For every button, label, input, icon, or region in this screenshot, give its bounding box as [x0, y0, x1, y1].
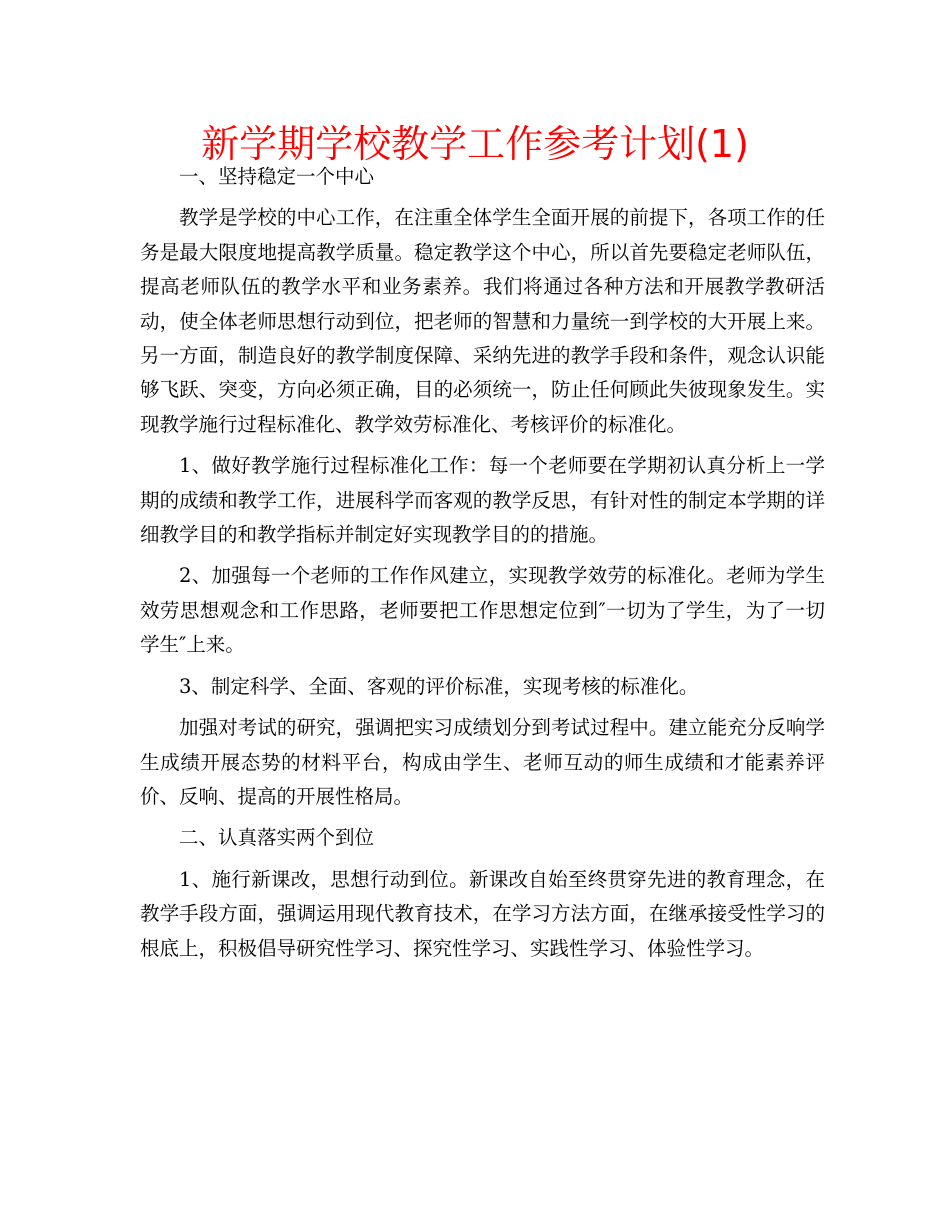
document-body: [140, 160, 825, 973]
paragraph: 教学是学校的中心工作，在注重全体学生全面开展的前提下，各项工作的任务是最大限度地提高教学质量。稳定教学这个中心，所以首先要稳定老师队伍，提高老师队伍的教学水平和业务素养。我们将通过各种方法和开展教学教研活动，使全体老师思想行动到位，把老师的智慧和力量统一到学校的大开展上来。另一方面，制造良好的教学制度保障、采纳先进的教学手段和条件，观念认识能够飞跃、突变，方向必须正确，目的必须统一，防止任何顾此失彼现象发生。实现教学施行过程标准化、教学效劳标准化、考核评价的标准化。: [140, 206, 825, 436]
document-title: 新学期学校教学工作参考计划(1): [201, 122, 749, 166]
paragraph: 加强对考试的研究，强调把实习成绩划分到考试过程中。建立能充分反响学生成绩开展态势的材料平台，构成由学生、老师互动的师生成绩和才能素养评价、反响、提高的开展性格局。: [140, 716, 825, 808]
paragraph: 3、制定科学、全面、客观的评价标准，实现考核的标准化。: [179, 674, 699, 698]
paragraph: 1、做好教学施行过程标准化工作：每一个老师要在学期初认真分析上一学期的成绩和教学工作，进展科学而客观的教学反思，有针对性的制定本学期的详细教学目的和教学指标并制定好实现教学目的的措施。: [140, 454, 825, 547]
paragraph: 1、施行新课改，思想行动到位。新课改自始至终贯穿先进的教育理念，在教学手段方面，强调运用现代教育技术，在学习方法方面，在继承接受性学习的根底上，积极倡导研究性学习、探究性学习、实践性学习、体验性学习。: [140, 867, 825, 960]
paragraph: 2、加强每一个老师的工作作风建立，实现教学效劳的标准化。老师为学生效劳思想观念和工作思路，老师要把工作思想定位到″一切为了学生，为了一切学生″上来。: [140, 564, 825, 657]
section-heading-1: 一、坚持稳定一个中心: [179, 165, 375, 188]
section-heading-2: 二、认真落实两个到位: [179, 826, 375, 850]
